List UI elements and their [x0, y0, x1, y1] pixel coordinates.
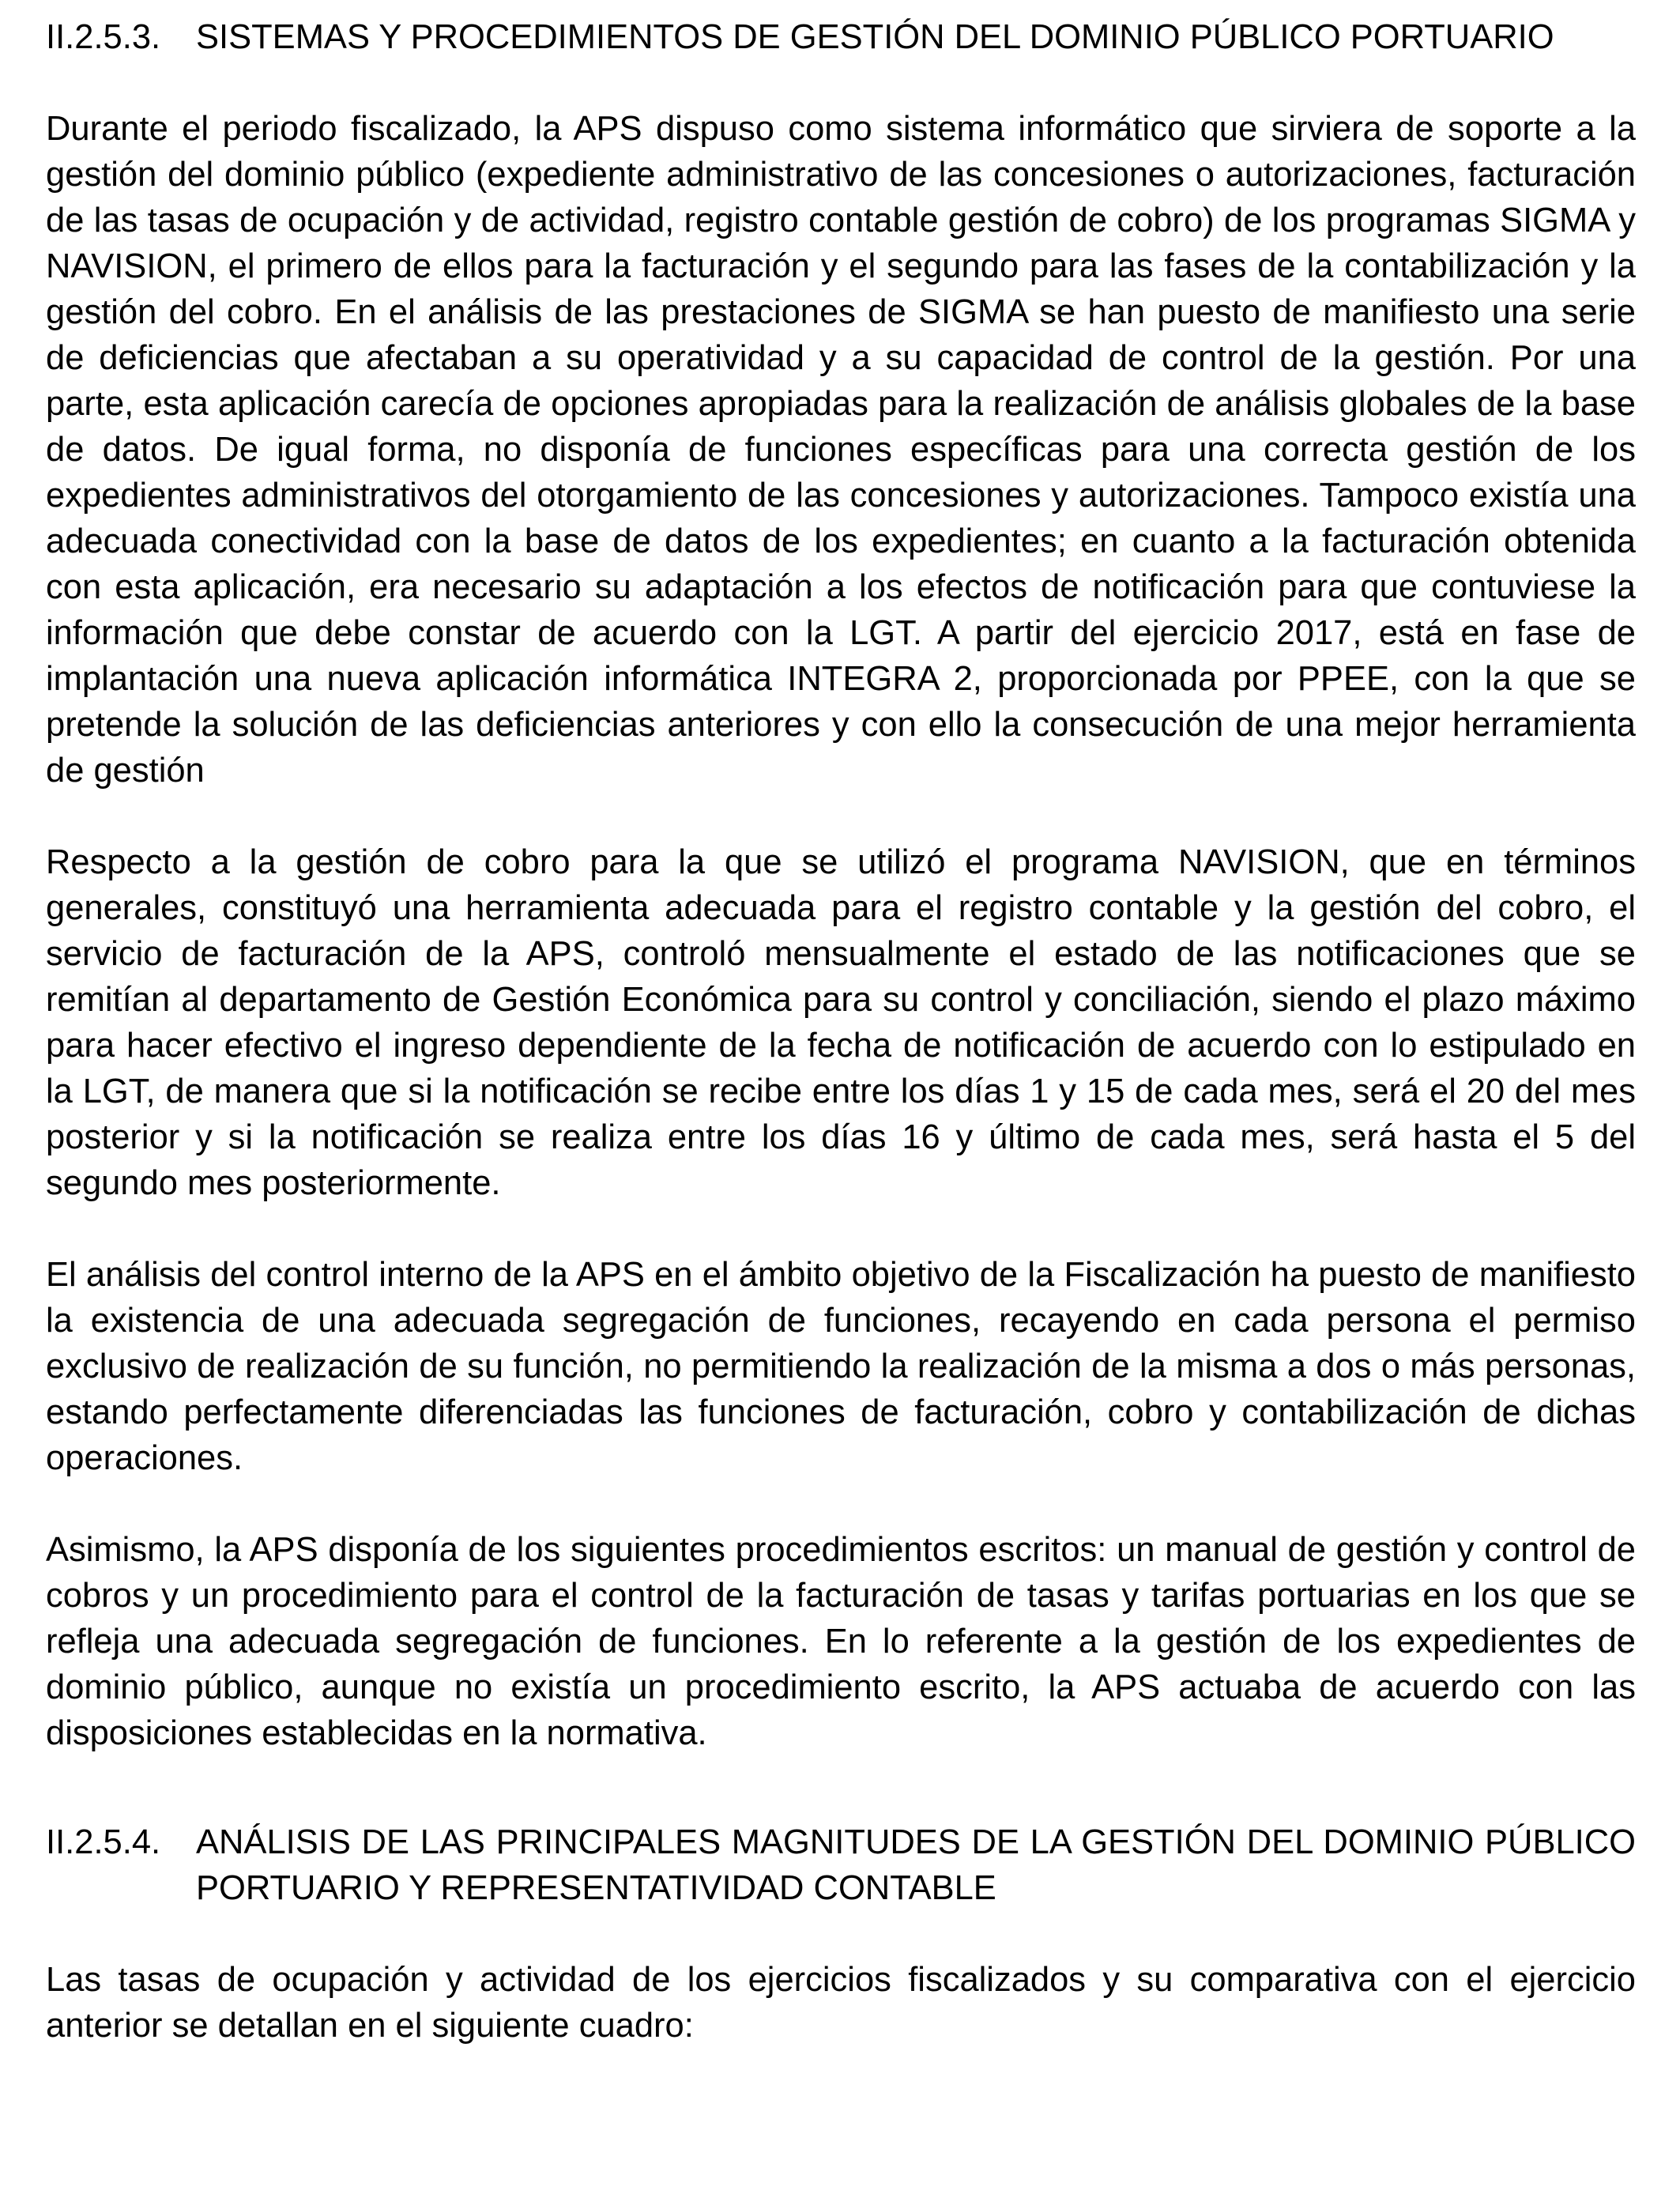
spacer: [46, 60, 1636, 106]
spacer: [46, 1911, 1636, 1957]
section-heading: [46, 1819, 1636, 1911]
section-number: II.2.5.3.: [46, 18, 161, 56]
paragraph: Las tasas de ocupación y actividad de los ejercicios fiscalizados y su comparativa con el ejercicio anterior se detallan en el siguiente cuadro:: [46, 1961, 1636, 2045]
paragraph: El análisis del control interno de la APS en el ámbito objetivo de la Fiscalización ha puesto de manifiesto la existencia de una adecuada segregación de funciones, recayendo en cada persona el permiso exclusivo de realización de su función, no permitiendo la realización de la misma a dos o más personas, estando perfectamente diferenciadas las funciones de facturación, cobro y contabilización de dichas operaciones.: [46, 1256, 1636, 1477]
section-title: SISTEMAS Y PROCEDIMIENTOS DE GESTIÓN DEL DOMINIO PÚBLICO PORTUARIO: [196, 18, 1554, 56]
section-heading: [46, 14, 1636, 60]
spacer: [46, 1206, 1636, 1252]
paragraph: Asimismo, la APS disponía de los siguientes procedimientos escritos: un manual de gestión y control de cobros y un procedimiento para el control de la facturación de tasas y tarifas portuarias en los que se refleja una adecuada segregación de funciones. En lo referente a la gestión de los expedientes de dominio público, aunque no existía un procedimiento escrito, la APS actuaba de acuerdo con las disposiciones establecidas en la normativa.: [46, 1531, 1636, 1752]
document-page: [46, 14, 1636, 2049]
paragraph: Respecto a la gestión de cobro para la que se utilizó el programa NAVISION, que en términos generales, constituyó una herramienta adecuada para el registro contable y la gestión del cobro, el servicio de facturación de la APS, controló mensualmente el estado de las notificaciones que se remitían al departamento de Gestión Económica para su control y conciliación, siendo el plazo máximo para hacer efectivo el ingreso dependiente de la fecha de notificación de acuerdo con lo estipulado en la LGT, de manera que si la notificación se recibe entre los días 1 y 15 de cada mes, será el 20 del mes posterior y si la notificación se realiza entre los días 16 y último de cada mes, será hasta el 5 del segundo mes posteriormente.: [46, 843, 1636, 1202]
section-number: II.2.5.4.: [46, 1823, 161, 1861]
paragraph: Durante el periodo fiscalizado, la APS dispuso como sistema informático que sirviera de soporte a la gestión del dominio público (expediente administrativo de las concesiones o autorizaciones, facturación de las tasas de ocupación y de actividad, registro contable gestión de cobro) de los programas SIGMA y NAVISION, el primero de ellos para la facturación y el segundo para las fases de la contabilización y la gestión del cobro. En el análisis de las prestaciones de SIGMA se han puesto de manifiesto una serie de deficiencias que afectaban a su operatividad y a su capacidad de control de la gestión. Por una parte, esta aplicación carecía de opciones apropiadas para la realización de análisis globales de la base de datos. De igual forma, no disponía de funciones específicas para una correcta gestión de los expedientes administrativos del otorgamiento de las concesiones y autorizaciones. Tampoco existía una adecuada conectividad con la base de datos de los expedientes; en cuanto a la facturación obtenida con esta aplicación, era necesario su adaptación a los efectos de notificación para que contuviese la información que debe constar de acuerdo con la LGT. A partir del ejercicio 2017, está en fase de implantación una nueva aplicación informática INTEGRA 2, proporcionada por PPEE, con la que se pretende la solución de las deficiencias anteriores y con ello la consecución de una mejor herramienta de gestión: [46, 110, 1636, 790]
spacer: [46, 1481, 1636, 1527]
spacer: [46, 1756, 1636, 1819]
section-title: ANÁLISIS DE LAS PRINCIPALES MAGNITUDES DE LA GESTIÓN DEL DOMINIO PÚBLICO PORTUARIO Y REPRESENTATIVIDAD CONTABLE: [196, 1823, 1636, 1907]
spacer: [46, 794, 1636, 839]
